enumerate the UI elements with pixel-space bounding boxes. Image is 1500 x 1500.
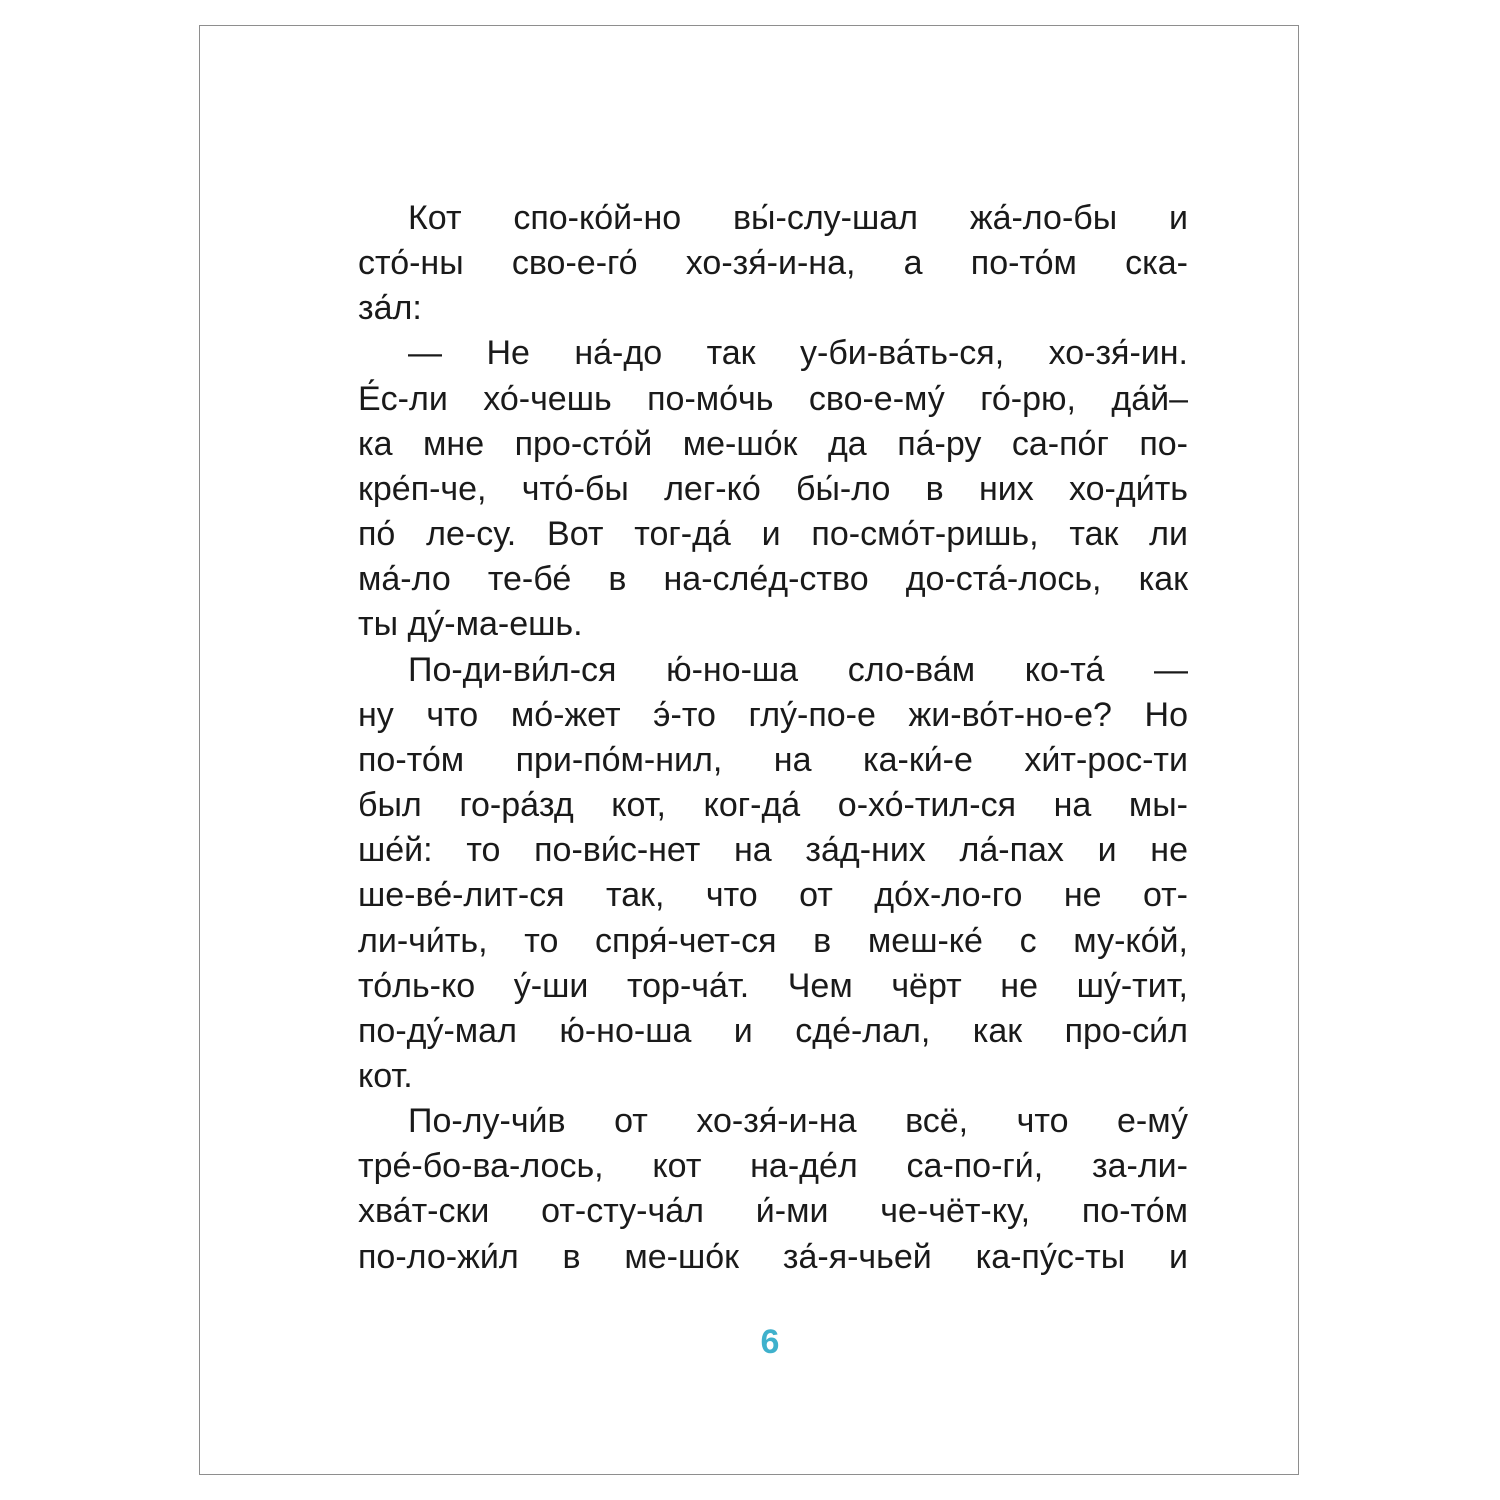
body-text bbox=[358, 196, 1188, 1280]
text-line: Кот спо-ко́й-но вы́-слу-шал жа́-ло-бы и bbox=[408, 199, 1188, 237]
text-line: за́л: bbox=[358, 289, 422, 328]
text-line: то́ль-ко у́-ши тор-ча́т. Чем чёрт не шу́-тит, bbox=[358, 966, 1188, 1005]
text-line: ли-чи́ть, то спря́-чет-ся в меш-ке́ с му-ко́й, bbox=[358, 921, 1188, 960]
text-line: ка мне про-сто́й ме-шо́к да па́-ру са-по́г по- bbox=[358, 424, 1188, 463]
text-line: по-то́м при-по́м-нил, на ка-ки́-е хи́т-рос-ти bbox=[358, 740, 1188, 779]
text-line: по-ду́-мал ю́-но-ша и сде́-лал, как про-си́л bbox=[358, 1011, 1188, 1050]
text-line: По-ди-ви́л-ся ю́-но-ша сло-ва́м ко-та́ — bbox=[408, 650, 1188, 689]
text-line: — Не на́-до так у-би-ва́ть-ся, хо-зя́-ин. bbox=[408, 334, 1188, 373]
text-line: ты ду́-ма-ешь. bbox=[358, 605, 583, 644]
page-number: 6 bbox=[760, 1323, 780, 1361]
text-line: кот. bbox=[358, 1056, 413, 1095]
text-line: Е́с-ли хо́-чешь по-мо́чь сво-е-му́ го́-рю, да́й– bbox=[358, 379, 1188, 418]
text-line: ну что мо́-жет э́-то глу́-по-е жи-во́т-но-е? Но bbox=[358, 695, 1188, 734]
text-line: ма́-ло те-бе́ в на-сле́д-ство до-ста́-лось, как bbox=[358, 560, 1188, 599]
text-line: по́ ле-су. Вот тог-да́ и по-смо́т-ришь, так ли bbox=[358, 515, 1188, 554]
text-line: кре́п-че, что́-бы лег-ко́ бы́-ло в них хо-ди́ть bbox=[358, 469, 1188, 508]
text-line: ше-ве́-лит-ся так, что от до́х-ло-го не от- bbox=[358, 876, 1188, 915]
text-line: сто́-ны сво-е-го́ хо-зя́-и-на, а по-то́м ска- bbox=[358, 244, 1188, 283]
text-line: По-лу-чи́в от хо-зя́-и-на всё, что е-му́ bbox=[408, 1102, 1188, 1141]
text-line: тре́-бо-ва-лось, кот на-де́л са-по-ги́, за-ли- bbox=[358, 1147, 1188, 1186]
text-line: ше́й: то по-ви́с-нет на за́д-них ла́-пах и не bbox=[358, 831, 1188, 870]
text-line: по-ло-жи́л в ме-шо́к за́-я-чьей ка-пу́с-ты и bbox=[358, 1237, 1188, 1276]
text-line: был го-ра́зд кот, ког-да́ о-хо́-тил-ся на мы- bbox=[358, 786, 1188, 825]
text-line: хва́т-ски от-сту-ча́л и́-ми че-чёт-ку, по-то́м bbox=[358, 1192, 1188, 1231]
